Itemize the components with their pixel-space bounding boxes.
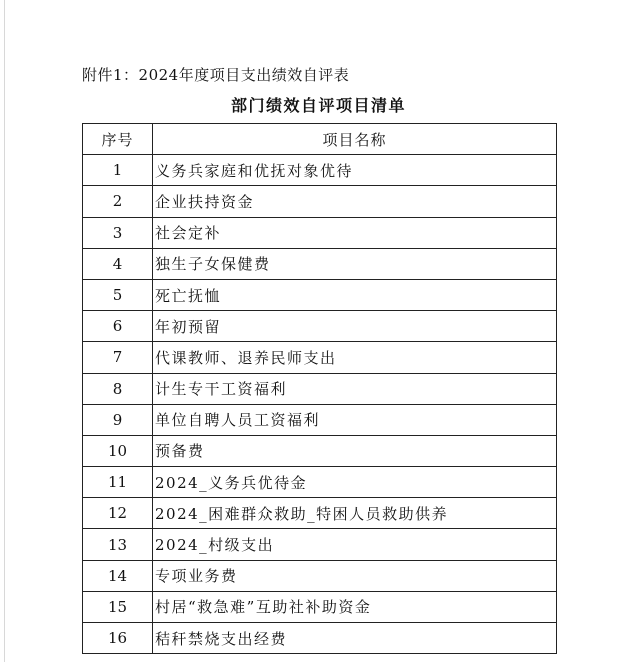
row-number: 13 <box>83 529 153 560</box>
project-name: 专项业务费 <box>153 560 557 591</box>
project-name: 企业扶持资金 <box>153 186 557 217</box>
project-name: 社会定补 <box>153 217 557 248</box>
table-row <box>83 342 557 373</box>
table-row <box>83 467 557 498</box>
table-row <box>83 404 557 435</box>
project-name: 义务兵家庭和优抚对象优待 <box>153 155 557 186</box>
list-title: 部门绩效自评项目清单 <box>230 96 406 115</box>
project-name: 年初预留 <box>153 311 557 342</box>
table-row <box>83 529 557 560</box>
project-name: 预备费 <box>153 435 557 466</box>
row-number: 6 <box>83 311 153 342</box>
table-row <box>83 155 557 186</box>
project-name: 独生子女保健费 <box>153 248 557 279</box>
table-row <box>83 435 557 466</box>
attachment-title: 附件1：2024年度项目支出绩效自评表 <box>82 66 350 84</box>
table-row <box>83 373 557 404</box>
table-row <box>83 498 557 529</box>
project-list-table <box>82 123 557 654</box>
row-number: 8 <box>83 373 153 404</box>
project-name: 单位自聘人员工资福利 <box>153 404 557 435</box>
row-number: 11 <box>83 467 153 498</box>
project-name: 村居“救急难”互助社补助资金 <box>153 591 557 622</box>
table-row <box>83 217 557 248</box>
project-name: 计生专干工资福利 <box>153 373 557 404</box>
project-name: 秸秆禁烧支出经费 <box>153 623 557 654</box>
row-number: 5 <box>83 279 153 310</box>
project-name: 2024_困难群众救助_特困人员救助供养 <box>153 498 557 529</box>
table-row <box>83 279 557 310</box>
project-name: 代课教师、退养民师支出 <box>153 342 557 373</box>
row-number: 14 <box>83 560 153 591</box>
row-number: 7 <box>83 342 153 373</box>
row-number: 3 <box>83 217 153 248</box>
table-row <box>83 591 557 622</box>
row-number: 1 <box>83 155 153 186</box>
table-header-row <box>83 124 557 155</box>
row-number: 16 <box>83 623 153 654</box>
project-name: 死亡抚恤 <box>153 279 557 310</box>
project-name: 2024_村级支出 <box>153 529 557 560</box>
project-name: 2024_义务兵优待金 <box>153 467 557 498</box>
table-row <box>83 248 557 279</box>
table-row <box>83 311 557 342</box>
column-header-no: 序号 <box>83 124 153 155</box>
row-number: 15 <box>83 591 153 622</box>
table-row <box>83 186 557 217</box>
row-number: 12 <box>83 498 153 529</box>
table-row <box>83 560 557 591</box>
row-number: 2 <box>83 186 153 217</box>
row-number: 10 <box>83 435 153 466</box>
row-number: 9 <box>83 404 153 435</box>
table-row <box>83 623 557 654</box>
row-number: 4 <box>83 248 153 279</box>
column-header-name: 项目名称 <box>153 124 557 155</box>
